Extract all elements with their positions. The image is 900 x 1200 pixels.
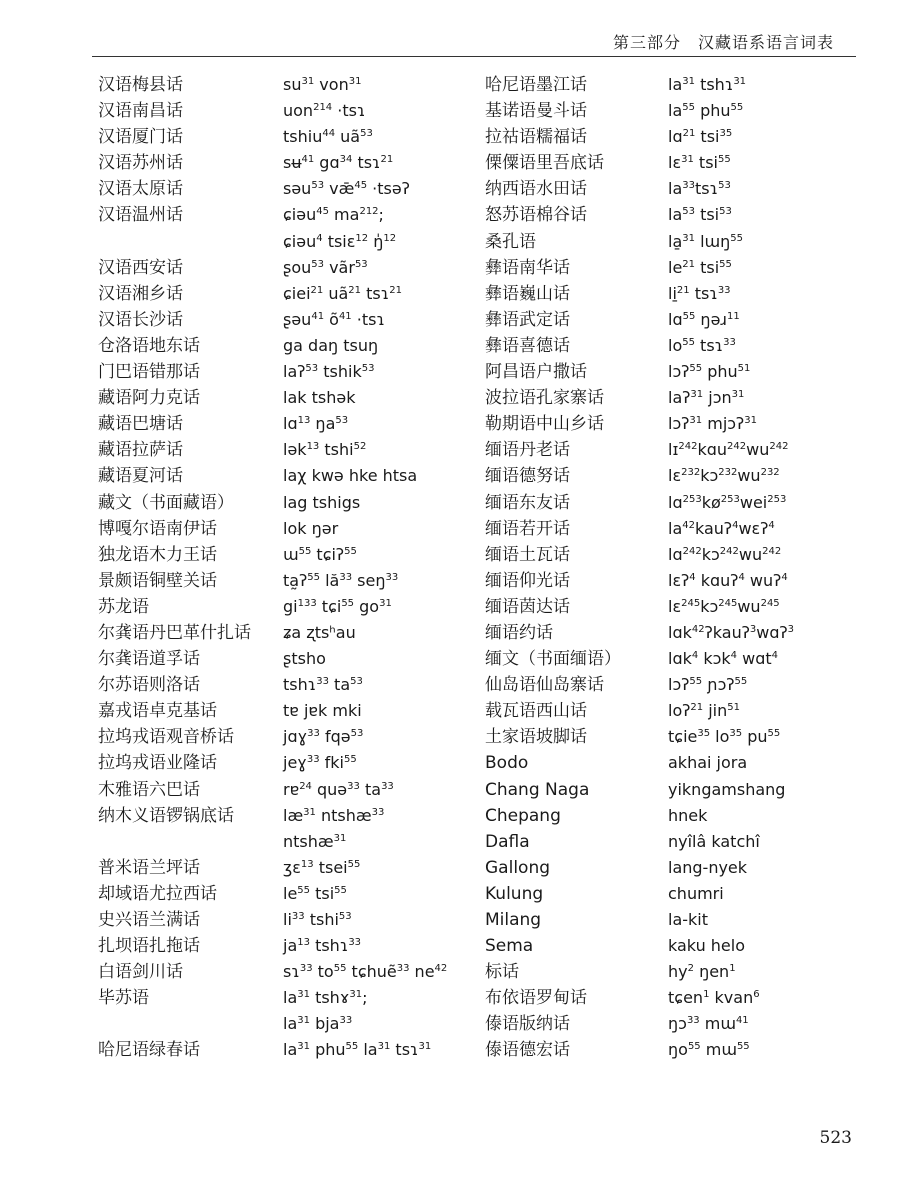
form-entry: nyîlâ katchî	[668, 831, 760, 851]
language-name: 普米语兰坪话	[98, 857, 200, 878]
form-entry: $li^{33}$ tshi$^{53}$	[283, 910, 352, 929]
language-name: 缅语约话	[485, 622, 553, 643]
language-name: 缅语茵达话	[485, 596, 570, 617]
language-name: 仓洛语地东话	[98, 335, 200, 356]
language-name: 白语剑川话	[98, 962, 183, 983]
form-entry: lang-nyek	[668, 857, 748, 877]
language-name: 汉语太原话	[98, 179, 183, 200]
language-name: 汉语苏州话	[98, 153, 183, 174]
language-name: 载瓦语西山话	[485, 701, 587, 722]
language-name: 纳西语水田话	[485, 179, 587, 200]
form-entry: tshɿ$^{33}$ $ta^{53}$	[283, 675, 363, 695]
language-name: 却域语尤拉西话	[98, 883, 217, 904]
language-name: 扎坝语扎拖话	[98, 936, 200, 957]
language-name: 嘉戎语卓克基话	[98, 701, 217, 722]
language-name: 缅语仰光话	[485, 570, 570, 591]
form-entry: $lɑ^{253}kø^{253}wei^{253}$	[668, 492, 787, 512]
language-name: 木雅语六巴话	[98, 779, 200, 800]
language-name: Bodo	[485, 753, 529, 774]
language-name: 彝语武定话	[485, 309, 570, 330]
form-entry: lɛ$^{31}$ tsi$^{55}$	[668, 153, 731, 173]
language-name: 缅语丹老话	[485, 440, 570, 461]
form-entry: ɯ$^{55}$ tɕiʔ$^{55}$	[283, 544, 357, 564]
form-entry: $la^{31}$ tshɿ$^{31}$	[668, 75, 747, 94]
form-entry: lok ŋər	[283, 518, 339, 538]
form-entry: ʂou$^{53}$ vãr$^{53}$	[283, 257, 368, 277]
form-entry: la-kit	[668, 910, 709, 929]
language-name: 史兴语兰满话	[98, 910, 200, 930]
form-entry: $la^{42}kauʔ^4wɛʔ^4$	[668, 518, 775, 538]
form-entry: $su^{31}$ von$^{31}$	[283, 75, 362, 94]
language-name: 门巴语错那话	[98, 362, 200, 383]
form-entry: ʒɛ$^{13}$ tsei$^{55}$	[283, 857, 361, 877]
form-entry: ntshæ$^{31}$	[283, 831, 347, 851]
form-entry: $la^{55}$ phu$^{55}$	[668, 101, 744, 121]
language-name: 藏文（书面藏语）	[98, 492, 234, 513]
language-name: 纳木义语锣锅底话	[98, 805, 234, 826]
language-name: 苏龙语	[98, 596, 149, 617]
form-entry: jeɣ$^{33}$ fki$^{55}$	[283, 753, 357, 773]
form-entry: lɔʔ$^{31}$ mjɔʔ$^{31}$	[668, 414, 757, 434]
language-name: 藏语拉萨话	[98, 440, 183, 461]
language-name: 缅语若开话	[485, 518, 570, 539]
form-entry: $lɪ^{242}kɑu^{242}wu^{242}$	[668, 440, 789, 460]
language-name: 汉语温州话	[98, 205, 183, 226]
form-entry: laχ kwə hke htsa	[283, 466, 418, 486]
form-entry: lak tshək	[283, 388, 356, 408]
form-entry: ga daŋ tsuŋ	[283, 335, 379, 355]
form-entry: lag tshigs	[283, 492, 361, 512]
language-name: 阿昌语户撒话	[485, 362, 587, 383]
form-entry: rɐ$^{24}$ quə$^{33}$ $ta^{33}$	[283, 779, 394, 799]
form-entry: $la^{31}$ bja$^{33}$	[283, 1014, 353, 1034]
language-name: 汉语南昌话	[98, 101, 183, 122]
form-entry: ɕiəu$^4$ tsiɛ$^{12}$ ŋ̍$^{12}$	[283, 231, 397, 251]
form-entry: ʂəu$^{41}$ $õ^{41}$ ·tsɿ	[283, 309, 385, 329]
running-header: 第三部分 汉藏语系语言词表	[612, 33, 834, 52]
language-name: 汉语西安话	[98, 257, 183, 278]
form-entry: $la^{31}$ tshɤ$^{31}$;	[283, 988, 368, 1008]
form-entry: sɿ$^{33}$ $to^{55}$ tɕhuẽ$^{33}$ $ne^{42}$	[283, 962, 448, 982]
form-entry: lɑ$^{55}$ ŋəɹ$^{11}$	[668, 309, 740, 329]
form-entry: $ja^{13}$ tshɿ$^{33}$	[283, 936, 362, 956]
language-name: 藏语阿力克话	[98, 388, 200, 409]
language-name: 汉语厦门话	[98, 127, 183, 148]
form-entry: tɕen$^1$ kvan$^6$	[668, 988, 760, 1008]
language-name: Gallong	[485, 857, 551, 878]
form-entry: tshiu$^{44}$ $uã^{53}$	[283, 127, 373, 147]
form-entry: kaku helo	[668, 936, 746, 956]
language-name: Kulung	[485, 883, 544, 904]
language-name: 怒苏语棉谷话	[485, 205, 587, 226]
form-entry: tɐ jɐk mki	[283, 701, 362, 721]
form-entry: laʔ$^{31}$ jɔn$^{31}$	[668, 388, 745, 408]
form-entry: lək$^{13}$ tshi$^{52}$	[283, 440, 367, 460]
form-entry: hnek	[668, 805, 708, 825]
language-name: 仙岛语仙岛寨话	[485, 675, 604, 696]
language-name: 彝语南华话	[485, 257, 570, 278]
form-entry: ʂtsho	[283, 649, 326, 669]
language-name	[98, 1011, 278, 1037]
form-entry: lɔʔ$^{55}$ phu$^{51}$	[668, 362, 751, 382]
form-entry: sʉ$^{41}$ gɑ$^{34}$ tsɿ$^{21}$	[283, 153, 394, 173]
form-entry: la̱$^{31}$ lɯŋ$^{55}$	[668, 231, 743, 251]
form-entry: jɑɣ$^{33}$ fqə$^{53}$	[283, 727, 364, 747]
form-entry: uon$^{214}$ ·tsɿ	[283, 101, 366, 121]
form-entry: $lɛ^{245}kɔ^{245}wu^{245}$	[668, 596, 780, 616]
form-entry: ɕiəu$^{45}$ $ma^{212}$;	[283, 205, 384, 225]
language-name	[98, 829, 278, 855]
form-entry: ʑa ʐtsʰau	[283, 622, 356, 642]
language-name: Sema	[485, 936, 534, 957]
form-entry: ŋɔ$^{33}$ mɯ$^{41}$	[668, 1014, 749, 1034]
language-name: 彝语巍山话	[485, 283, 570, 304]
form-entry: $lo^{55}$ tsɿ$^{33}$	[668, 335, 736, 355]
form-entry: akhai jora	[668, 753, 748, 773]
language-name: 傈僳语里吾底话	[485, 153, 604, 174]
form-entry: yikngamshang	[668, 779, 786, 799]
language-name: 傣语版纳话	[485, 1014, 570, 1035]
language-name: 基诺语曼斗话	[485, 101, 587, 122]
form-entry: $hy^2$ ŋen$^1$	[668, 962, 736, 982]
form-entry: lɑk$^{42}$ʔkauʔ$^3$wɑʔ$^3$	[668, 622, 795, 642]
language-name: 傣语德宏话	[485, 1040, 570, 1061]
language-name: 拉祜语糯福话	[485, 127, 587, 148]
language-name: 尔龚语丹巴革什扎话	[98, 622, 251, 643]
language-name: 缅语东友话	[485, 492, 570, 513]
language-name: 毕苏语	[98, 988, 149, 1009]
right-language-column	[485, 72, 655, 1064]
form-entry: $le^{55}$ tsi$^{55}$	[283, 883, 347, 903]
language-name: 桑孔语	[485, 231, 536, 252]
left-form-column	[283, 72, 483, 1064]
form-entry: $gi^{133}$ tɕi$^{55}$ $go^{31}$	[283, 596, 392, 616]
language-name	[98, 229, 278, 255]
form-entry: $læ^{31}$ ntshæ$^{33}$	[283, 805, 385, 825]
language-name: 汉语湘乡话	[98, 283, 183, 304]
language-name: 拉坞戎语观音桥话	[98, 727, 234, 748]
language-name: 彝语喜德话	[485, 335, 570, 356]
form-entry: lɛʔ$^4$ kɑuʔ$^4$ wuʔ$^4$	[668, 570, 788, 590]
form-entry: ɕiei$^{21}$ $uã^{21}$ tsɿ$^{21}$	[283, 283, 402, 303]
language-name: 勒期语中山乡话	[485, 414, 604, 435]
form-entry: chumri	[668, 883, 724, 903]
language-name: 博嘎尔语南伊话	[98, 518, 217, 539]
language-name: Chang Naga	[485, 779, 590, 800]
language-name: 拉坞戎语业隆话	[98, 753, 217, 774]
form-entry: $lɑ^{242}kɔ^{242}wu^{242}$	[668, 544, 782, 564]
left-language-column	[98, 72, 278, 1064]
language-name: 缅语德努话	[485, 466, 570, 487]
language-name: Dafla	[485, 831, 530, 852]
form-entry: $le^{21}$ tsi$^{55}$	[668, 257, 732, 277]
language-name: 景颇语铜壁关话	[98, 570, 217, 591]
language-name: Milang	[485, 910, 542, 930]
language-name: 独龙语木力王话	[98, 544, 217, 565]
language-name: 尔龚语道孚话	[98, 649, 200, 670]
form-entry: lɑ$^{21}$ tsi$^{35}$	[668, 127, 733, 147]
language-name: Chepang	[485, 805, 561, 826]
form-entry: $la^{33}tsɿ^{53}$	[668, 179, 731, 199]
form-entry: loʔ$^{21}$ jin$^{51}$	[668, 701, 740, 721]
form-entry: lɑk$^4$ kɔk$^4$ wɑt$^4$	[668, 649, 779, 669]
form-entry: laʔ$^{53}$ tshik$^{53}$	[283, 362, 375, 382]
form-entry: lɔʔ$^{55}$ ɲɔʔ$^{55}$	[668, 675, 748, 695]
language-name: 土家语坡脚话	[485, 727, 587, 748]
form-entry: $lɛ^{232}kɔ^{232}wu^{232}$	[668, 466, 780, 486]
form-entry: lɑ$^{13}$ $ŋa^{53}$	[283, 414, 349, 434]
page-number: 523	[819, 1128, 852, 1148]
language-name: 藏语巴塘话	[98, 414, 183, 435]
language-name: 缅语土瓦话	[485, 544, 570, 565]
language-name: 哈尼语绿春话	[98, 1040, 200, 1061]
form-entry: $la^{31}$ phu$^{55}$ $la^{31}$ tsɿ$^{31}$	[283, 1040, 432, 1060]
header-rule	[92, 56, 856, 57]
form-entry: $ŋo^{55}$ mɯ$^{55}$	[668, 1040, 750, 1060]
language-name: 缅文（书面缅语）	[485, 649, 621, 670]
form-entry: səu$^{53}$ $vǣ^{45}$ ·tsəʔ	[283, 179, 410, 199]
language-name: 标话	[485, 962, 519, 983]
form-entry: tɕie$^{35}$ $lo^{35}$ $pu^{55}$	[668, 727, 781, 747]
language-name: 藏语夏河话	[98, 466, 183, 487]
language-name: 哈尼语墨江话	[485, 75, 587, 95]
form-entry: li̱$^{21}$ tsɿ$^{33}$	[668, 283, 731, 303]
form-entry: $la^{53}$ tsi$^{53}$	[668, 205, 732, 225]
form-entry: ta̰ʔ$^{55}$ $lă^{33}$ seŋ$^{33}$	[283, 570, 399, 590]
language-name: 布依语罗甸话	[485, 988, 587, 1009]
language-name: 尔苏语则洛话	[98, 675, 200, 696]
language-name: 汉语梅县话	[98, 75, 183, 95]
language-name: 波拉语孔家寨话	[485, 388, 604, 409]
language-name: 汉语长沙话	[98, 309, 183, 330]
right-form-column	[668, 72, 868, 1064]
